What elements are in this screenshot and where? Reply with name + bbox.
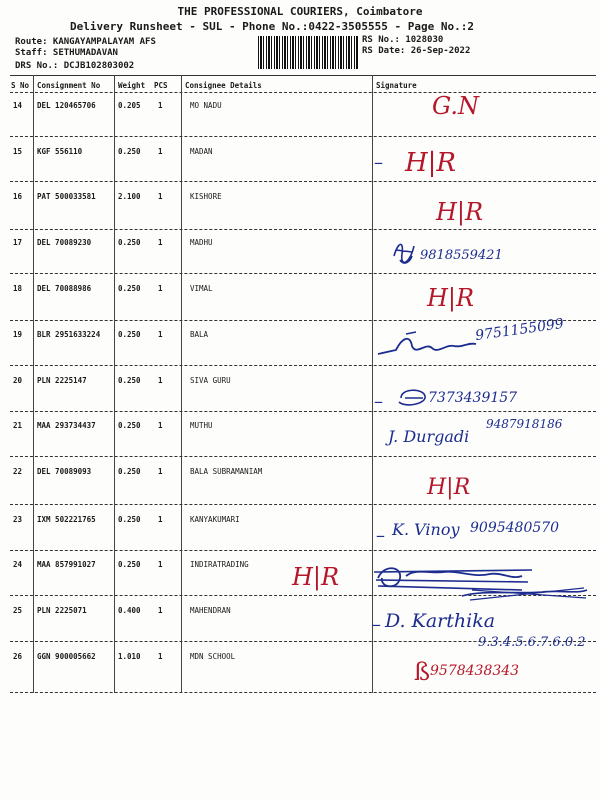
row-weight: 0.250: [118, 238, 141, 247]
handwritten-signature-row-23: K. Vinoy: [392, 520, 460, 539]
row-consignee: VIMAL: [190, 284, 213, 293]
row-consignment-no: IXM 502221765: [37, 515, 96, 524]
dash-mark-icon: –: [374, 391, 383, 412]
row-consignment-no: DEL 70088986: [37, 284, 92, 293]
row-pcs: 1: [158, 606, 163, 615]
handwritten-phone-row-25: 9.3.4.5.6.7.6.0.2: [478, 635, 586, 650]
row-consignee: MUTHU: [190, 421, 213, 430]
col-header-consignment: Consignment No: [37, 81, 101, 90]
document-title: THE PROFESSIONAL COURIERS, Coimbatore: [177, 5, 423, 18]
row-sno: 22: [13, 467, 23, 476]
row-consignee: MDN SCHOOL: [190, 652, 236, 661]
row-sno: 23: [13, 515, 23, 524]
signature-mark-icon: ß: [414, 658, 431, 686]
row-weight: 0.250: [118, 515, 141, 524]
row-weight: 0.250: [118, 421, 141, 430]
row-pcs: 1: [158, 284, 163, 293]
row-divider: [10, 550, 596, 551]
col-header-weight: Weight: [118, 81, 146, 90]
row-consignment-no: GGN 900005662: [37, 652, 96, 661]
col-header-sno: S No: [11, 81, 30, 90]
signature-scribble-row-20: [395, 386, 431, 410]
row-consignment-no: KGF 556110: [37, 147, 83, 156]
row-pcs: 1: [158, 421, 163, 430]
staff-label: Staff: SETHUMADAVAN: [15, 48, 118, 58]
row-sno: 16: [13, 192, 23, 201]
row-pcs: 1: [158, 147, 163, 156]
row-sno: 24: [13, 560, 23, 569]
col-header-consignee: Consignee Details: [185, 81, 262, 90]
row-weight: 2.100: [118, 192, 141, 201]
row-divider: [10, 136, 596, 137]
handwritten-mark-row-22: H|R: [427, 475, 471, 500]
row-consignment-no: DEL 70089230: [37, 238, 92, 247]
row-weight: 0.250: [118, 376, 141, 385]
row-sno: 25: [13, 606, 23, 615]
handwritten-phone-row-21: 9487918186: [486, 417, 563, 431]
row-weight: 0.250: [118, 330, 141, 339]
row-divider: [10, 504, 596, 505]
row-weight: 0.400: [118, 606, 141, 615]
dash-mark-icon: –: [372, 614, 381, 635]
row-pcs: 1: [158, 515, 163, 524]
row-pcs: 1: [158, 467, 163, 476]
row-weight: 0.250: [118, 284, 141, 293]
row-consignee: BALA SUBRAMANIAM: [190, 467, 263, 476]
row-weight: 0.250: [118, 467, 141, 476]
handwritten-phone-row-23: 9095480570: [470, 520, 560, 536]
col-divider: [181, 75, 182, 693]
row-divider: [10, 320, 596, 321]
row-consignee: INDIRATRADING: [190, 560, 249, 569]
row-consignee: SIVA GURU: [190, 376, 231, 385]
dash-mark-icon: –: [374, 152, 383, 173]
row-consignment-no: BLR 2951633224: [37, 330, 101, 339]
row-consignment-no: MAA 293734437: [37, 421, 96, 430]
crossed-out-signature-row-24: [372, 560, 592, 606]
row-consignee: MAHENDRAN: [190, 606, 231, 615]
handwritten-signature-row-25: D. Karthika: [385, 610, 496, 632]
handwritten-mark-row-16: H|R: [436, 198, 484, 226]
handwritten-signature-row-21: J. Durgadi: [388, 427, 470, 446]
row-consignment-no: PAT 500033581: [37, 192, 96, 201]
row-weight: 1.010: [118, 652, 141, 661]
handwritten-mark-row-18: H|R: [427, 284, 475, 312]
row-weight: 0.250: [118, 147, 141, 156]
row-pcs: 1: [158, 560, 163, 569]
col-divider: [33, 75, 34, 693]
row-consignee: MO NADU: [190, 101, 222, 110]
signature-scribble-row-17: [390, 236, 418, 268]
row-divider: [10, 692, 596, 693]
handwritten-phone-row-17: 9818559421: [420, 248, 503, 263]
row-divider: [10, 229, 596, 230]
drs-number: DRS No.: DCJB102803002: [15, 61, 135, 71]
col-header-pcs: PCS: [154, 81, 168, 90]
row-consignment-no: DEL 120465706: [37, 101, 96, 110]
row-pcs: 1: [158, 238, 163, 247]
handwritten-mark-row-24: H|R: [292, 563, 340, 591]
col-divider: [114, 75, 115, 693]
row-divider: [10, 456, 596, 457]
row-sno: 14: [13, 101, 23, 110]
rs-date: RS Date: 26-Sep-2022: [362, 46, 471, 56]
row-sno: 21: [13, 421, 23, 430]
rs-number: RS No.: 1028030: [362, 35, 444, 45]
handwritten-phone-row-19: 9751155099: [474, 315, 565, 345]
barcode: [258, 36, 358, 69]
row-weight: 0.250: [118, 560, 141, 569]
row-pcs: 1: [158, 376, 163, 385]
row-pcs: 1: [158, 330, 163, 339]
row-consignment-no: MAA 857991027: [37, 560, 96, 569]
row-sno: 19: [13, 330, 23, 339]
row-sno: 17: [13, 238, 23, 247]
row-divider: [10, 365, 596, 366]
header-divider: [10, 92, 596, 93]
row-consignee: KANYAKUMARI: [190, 515, 240, 524]
row-sno: 15: [13, 147, 23, 156]
row-consignee: MADAN: [190, 147, 213, 156]
row-pcs: 1: [158, 652, 163, 661]
route-label: Route: KANGAYAMPALAYAM AFS: [15, 37, 156, 47]
handwritten-phone-row-26: 9578438343: [430, 663, 520, 679]
row-divider: [10, 181, 596, 182]
handwritten-mark-row-14: G.N: [432, 92, 479, 120]
handwritten-phone-row-20: 7373439157: [428, 390, 518, 406]
dash-mark-icon: –: [376, 525, 385, 546]
row-pcs: 1: [158, 192, 163, 201]
document-subtitle: Delivery Runsheet - SUL - Phone No.:0422-3505555 - Page No.:2: [70, 20, 474, 33]
row-divider: [10, 273, 596, 274]
col-header-signature: Signature: [376, 81, 417, 90]
row-weight: 0.205: [118, 101, 141, 110]
row-pcs: 1: [158, 101, 163, 110]
table-top-border: [10, 75, 596, 76]
row-sno: 18: [13, 284, 23, 293]
row-consignment-no: PLN 2225147: [37, 376, 87, 385]
row-consignee: BALA: [190, 330, 209, 339]
row-consignment-no: DEL 70089093: [37, 467, 92, 476]
row-sno: 26: [13, 652, 23, 661]
row-consignee: KISHORE: [190, 192, 222, 201]
row-divider: [10, 411, 596, 412]
row-sno: 20: [13, 376, 23, 385]
row-consignee: MADHU: [190, 238, 213, 247]
handwritten-mark-row-15: H|R: [405, 148, 457, 178]
row-consignment-no: PLN 2225071: [37, 606, 87, 615]
